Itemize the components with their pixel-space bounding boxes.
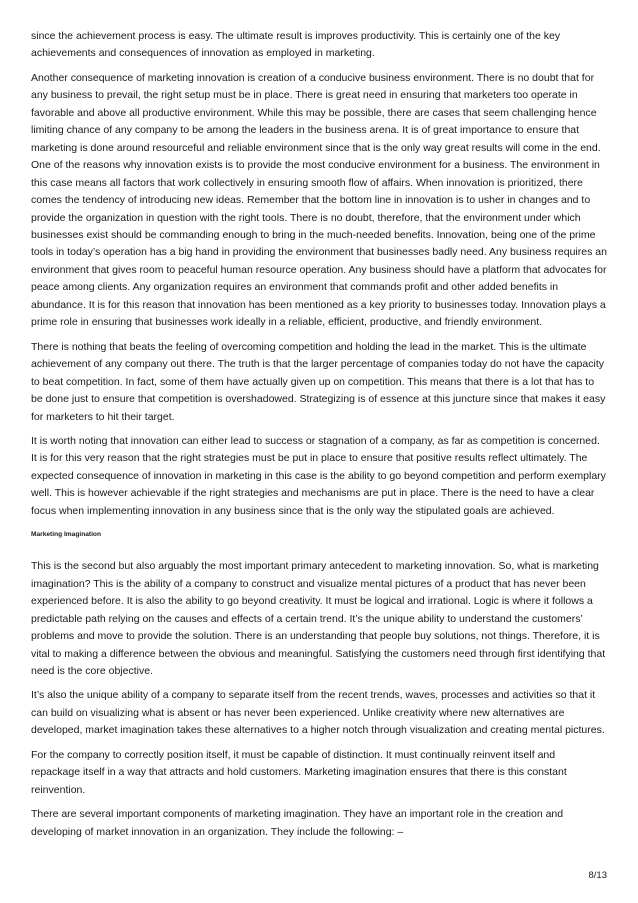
paragraph-5: This is the second but also arguably the most important primary antecedent to marketing innovation. So, what is marketing imagination? This is the ability of a company to construct and visualize mental pictures of a product that has never been experienced before. It is also the ability to go beyond creativity. It must be logical and irrational. Logic is where it follows a predictable path relying on the causes and effects of a certain trend. It’s the unique ability to understand the customers’ problems and move to provide the solution. There is an understanding that people buy solutions, not things. Therefore, it is vital to making a difference between the obvious and meaningful. Satisfying the customers need through first identifying that need is the core objective. [31,560,606,677]
paragraph-1: since the achievement process is easy. The ultimate result is improves productivity. This is certainly one of the key achievements and consequences of innovation as employed in marketing. [31,30,561,60]
paragraph-8: There are several important components of marketing imagination. They have an important role in the creation and developing of market innovation in an organization. They include the following: – [31,808,564,838]
paragraph-7: For the company to correctly position itself, it must be capable of distinction. It must continually reinvent itself and repackage itself in a way that attracts and hold customers. Marketing imagination ensures that there is this constant reinvention. [31,748,567,796]
paragraph-2: Another consequence of marketing innovation is creation of a conducive business environment. There is no doubt that for any business to prevail, the right setup must be in place. There is great need in ensuring that marketers too operate in favorable and above all productive environment. While this may be possible, there are cases that seem challenging hence limiting chance of any company to be among the leaders in the business arena. It is of great importance to ensure that marketing is done around resourceful and reliable environment since that is the only way great results will come in the end. One of the reasons why innovation exists is to provide the most conducive environment for a business. The environment in this case means all factors that work collectively in ensuring smooth flow of affairs. When innovation is prioritized, there comes the tendency of introducing new ideas. Remember that the bottom line in innovation is to usher in changes and to provide the organization in question with the right tools. There is no doubt, therefore, that the environment under which businesses exist should be commanding enough to bring in the much-needed benefits. Innovation, being one of the prime tools in today’s operation has a big hand in providing the environment that businesses badly need. Any business requires an environment that gives room to peaceful human resource operation. Any business should have a platform that advocates for peace among clients. Any organization requires an environment that commands profit and other added benefits in abundance. It is for this reason that innovation has been mentioned as a key priority to businesses today. Innovation plays a prime role in ensuring that businesses work ideally in a reliable, efficient, productive, and friendly environment. [31,71,607,329]
paragraph-3: There is nothing that beats the feeling of overcoming competition and holding the lead in the market. This is the ultimate achievement of any company out there. The truth is that the larger percentage of companies today do not have the capacity to beat competition. In fact, some of them have actually given up on competition. This means that there is a lot that has to be done just to ensure that competition is overshadowed. Strategizing is of essence at this juncture since that makes it easy for marketers to hit their target. [31,340,606,423]
paragraph-6: It’s also the unique ability of a company to separate itself from the recent trends, waves, processes and activities so that it can build on visualizing what is absent or has never been experienced. Unlike creativity where new alternatives are developed, market imagination takes these alternatives to a higher notch through visualization and creating mental pictures. [31,689,605,737]
page-number: 8/13 [588,870,607,881]
document-page [31,28,607,848]
section-heading: Marketing Imagination [31,531,101,539]
paragraph-4: It is worth noting that innovation can either lead to success or stagnation of a company, as far as competition is concerned. It is for this very reason that the right strategies must be put in place to ensure that positive results reflect ultimately. The expected consequence of innovation in marketing in this case is the ability to go beyond competition and perform exemplary well. This is however achievable if the right strategies and mechanisms are put in place. There is the need to have a clear focus when implementing innovation in any business since that is the only way the stipulated goals are achieved. [31,434,606,517]
